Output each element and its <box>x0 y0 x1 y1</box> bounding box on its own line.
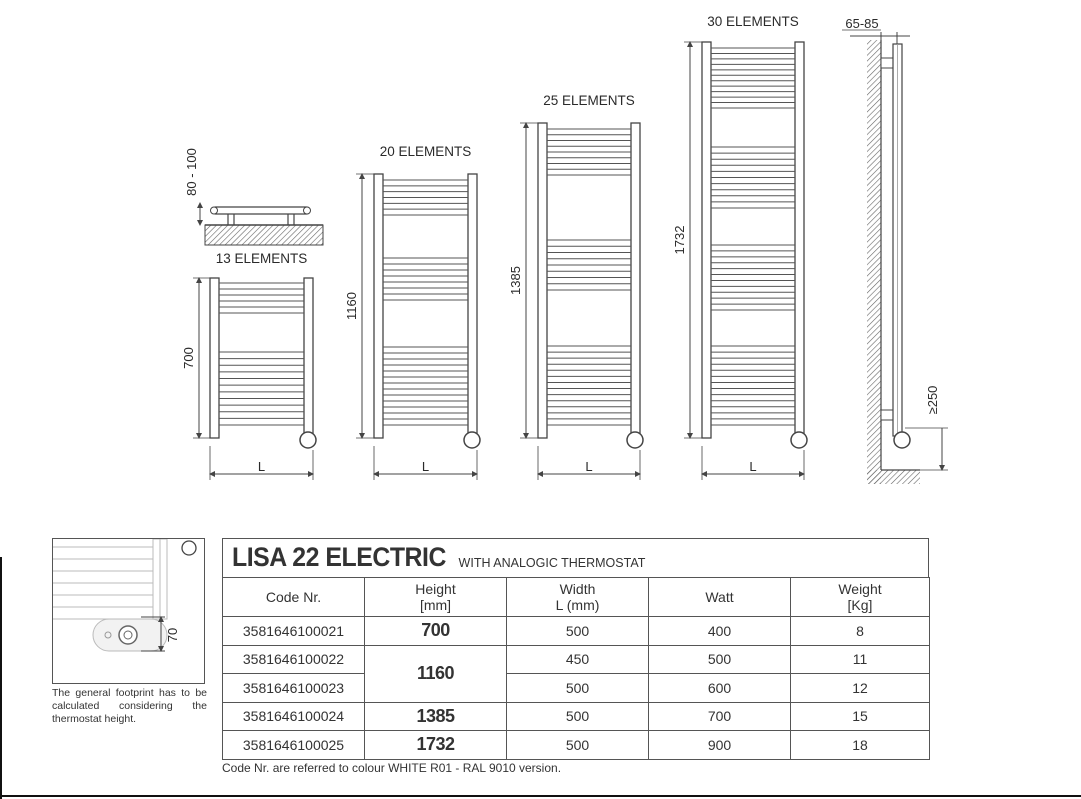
width-cell: 500 <box>507 674 649 703</box>
weight-cell: 15 <box>791 702 930 731</box>
width-cell: 450 <box>507 645 649 674</box>
side-view-min-height: ≥250 <box>925 385 940 415</box>
footprint-detail <box>52 538 205 684</box>
watt-cell: 600 <box>649 674 791 703</box>
width-cell: 500 <box>507 702 649 731</box>
watt-cell: 700 <box>649 702 791 731</box>
radiator-left-collector <box>210 278 219 438</box>
weight-cell: 12 <box>791 674 930 703</box>
width-cell: 500 <box>507 731 649 760</box>
side-view-detail <box>842 16 948 484</box>
table-row <box>223 645 930 674</box>
thermostat-knob <box>627 432 643 448</box>
radiator-right-collector <box>468 174 477 438</box>
table-row <box>223 617 930 646</box>
code-cell: 3581646100022 <box>223 645 365 674</box>
spec-title: LISA 22 ELECTRIC <box>232 542 446 572</box>
radiator-left-collector <box>702 42 711 438</box>
height-cell: 700 <box>365 617 507 646</box>
header-width: Width L (mm) <box>507 578 649 617</box>
radiator-left-collector <box>538 123 547 438</box>
table-row <box>223 674 930 703</box>
radiator-right-collector <box>304 278 313 438</box>
footprint-dimension: 70 <box>165 627 180 643</box>
weight-cell: 18 <box>791 731 930 760</box>
table-header-row <box>223 578 930 617</box>
radiator-label: 13 ELEMENTS <box>215 251 308 266</box>
radiator-4 <box>672 14 807 480</box>
frame-line-left <box>0 557 2 799</box>
radiator-label: 25 ELEMENTS <box>543 93 635 108</box>
height-dimension-label: 1160 <box>344 292 359 320</box>
spec-title-box <box>222 538 929 577</box>
height-cell: 1385 <box>365 702 507 731</box>
radiator-left-collector <box>374 174 383 438</box>
height-cell: 1732 <box>365 731 507 760</box>
radiator-right-collector <box>631 123 640 438</box>
top-view-detail <box>184 148 323 245</box>
code-cell: 3581646100025 <box>223 731 365 760</box>
header-weight: Weight [Kg] <box>791 578 930 617</box>
table-note: Code Nr. are referred to colour WHITE R01 - RAL 9010 version. <box>222 761 562 775</box>
top-view-depth-label: 80 - 100 <box>184 148 199 196</box>
height-dimension-label: 1732 <box>672 225 687 255</box>
header-height: Height [mm] <box>365 578 507 617</box>
height-dimension-label: 700 <box>181 347 196 369</box>
width-cell: 500 <box>507 617 649 646</box>
table-row <box>223 731 930 760</box>
code-cell: 3581646100024 <box>223 702 365 731</box>
spec-subtitle: WITH ANALOGIC THERMOSTAT <box>458 556 646 570</box>
spec-table <box>222 577 930 760</box>
weight-cell: 8 <box>791 617 930 646</box>
width-dimension-label: L <box>421 459 430 474</box>
radiator-3 <box>508 93 643 480</box>
height-cell: 1160 <box>365 645 507 702</box>
thermostat-knob <box>300 432 316 448</box>
thermostat-knob <box>791 432 807 448</box>
footprint-note: The general footprint has to be calculated considering the thermostat height. <box>52 687 207 725</box>
radiator-1 <box>181 251 316 480</box>
radiator-label: 30 ELEMENTS <box>707 14 799 29</box>
watt-cell: 900 <box>649 731 791 760</box>
header-code: Code Nr. <box>223 578 365 617</box>
code-cell: 3581646100021 <box>223 617 365 646</box>
width-dimension-label: L <box>585 459 593 474</box>
table-row <box>223 702 930 731</box>
header-watt: Watt <box>649 578 791 617</box>
watt-cell: 500 <box>649 645 791 674</box>
watt-cell: 400 <box>649 617 791 646</box>
radiator-right-collector <box>795 42 804 438</box>
side-view-wall-distance: 65-85 <box>845 16 879 31</box>
radiator-label: 20 ELEMENTS <box>379 144 472 159</box>
frame-line-bottom <box>0 795 1081 797</box>
width-dimension-label: L <box>257 459 266 474</box>
footprint-drawing <box>53 539 205 684</box>
height-dimension-label: 1385 <box>508 266 523 295</box>
code-cell: 3581646100023 <box>223 674 365 703</box>
radiator-2 <box>344 144 480 480</box>
width-dimension-label: L <box>749 459 757 474</box>
thermostat-knob <box>464 432 480 448</box>
weight-cell: 11 <box>791 645 930 674</box>
